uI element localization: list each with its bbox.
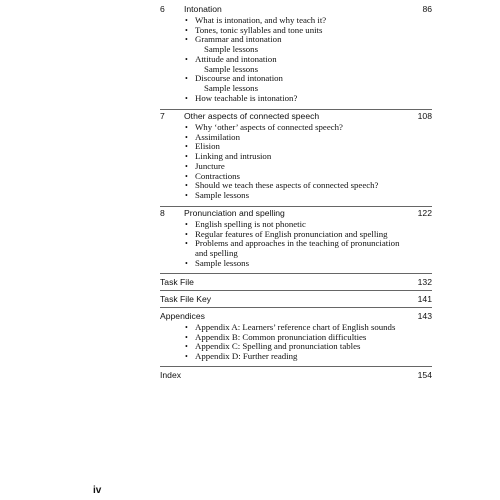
page-folio: iv: [93, 485, 102, 496]
chapter-page-number: 86: [422, 4, 432, 14]
section-subitem: Sample lessons: [204, 63, 259, 74]
section-item-continuation: and spelling: [195, 248, 238, 259]
section-item: • Sample lessons: [160, 259, 432, 269]
entry-page-number: 132: [417, 277, 432, 287]
chapter-title: Other aspects of connected speech: [184, 111, 320, 121]
entry-heading: [160, 309, 432, 323]
section-item: • English spelling is not phonetic: [160, 220, 432, 230]
section-item: • Grammar and intonation: [160, 35, 432, 45]
section-item: • How teachable is intonation?: [160, 94, 432, 104]
chapter-title: Intonation: [184, 4, 222, 14]
entry-page-number: 143: [417, 311, 432, 321]
section-subitem: Sample lessons: [204, 82, 259, 93]
section-item: • Discourse and intonation: [160, 74, 432, 84]
section-divider: [160, 366, 432, 367]
chapter-page-number: 122: [417, 208, 432, 218]
entry-title: Appendices: [160, 311, 205, 321]
entry-page-number: 154: [417, 370, 432, 380]
section-item: • Attitude and intonation: [160, 55, 432, 65]
task-file-entry: [160, 275, 432, 289]
chapter-title: Pronunciation and spelling: [184, 208, 285, 218]
chapter-section-list: [160, 123, 432, 201]
chapter-7: [160, 109, 432, 201]
section-item: • Contractions: [160, 172, 432, 182]
appendix-item: • Appendix D: Further reading: [160, 352, 432, 362]
appendix-item: • Appendix C: Spelling and pronunciation tables: [160, 342, 432, 352]
section-item: • Sample lessons: [160, 191, 432, 201]
section-item: • Problems and approaches in the teaching of pronunciation: [160, 239, 432, 249]
chapter-8: [160, 206, 432, 269]
section-item: • Should we teach these aspects of connected speech?: [160, 181, 432, 191]
section-divider: [160, 307, 432, 308]
chapter-section-list: [160, 16, 432, 103]
chapter-heading: [160, 109, 432, 123]
section-divider: [160, 290, 432, 291]
section-subitem: Sample lessons: [204, 44, 259, 55]
entry-title: Index: [160, 370, 182, 380]
chapter-page-number: 108: [417, 111, 432, 121]
chapter-6: [160, 2, 432, 103]
chapter-heading: [160, 2, 432, 16]
appendices-entry: [160, 309, 432, 362]
chapter-number: 7: [160, 111, 165, 121]
section-item: • What is intonation, and why teach it?: [160, 16, 432, 26]
entry-title: Task File Key: [160, 294, 212, 304]
section-item: • Why ‘other’ aspects of connected speech?: [160, 123, 432, 133]
appendix-item: • Appendix B: Common pronunciation difficulties: [160, 333, 432, 343]
section-item: • Regular features of English pronunciation and spelling: [160, 230, 432, 240]
chapter-number: 8: [160, 208, 165, 218]
section-item: • Linking and intrusion: [160, 152, 432, 162]
task-file-key-entry: [160, 292, 432, 306]
chapter-heading: [160, 206, 432, 220]
appendix-item: • Appendix A: Learners’ reference chart of English sounds: [160, 323, 432, 333]
entry-page-number: 141: [417, 294, 432, 304]
section-item: • Assimilation: [160, 133, 432, 143]
appendix-list: [160, 323, 432, 362]
section-item: • Tones, tonic syllables and tone units: [160, 26, 432, 36]
entry-title: Task File: [160, 277, 194, 287]
chapter-section-list: [160, 220, 432, 269]
section-item: • Juncture: [160, 162, 432, 172]
section-divider: [160, 273, 432, 274]
index-entry: [160, 368, 432, 382]
chapter-number: 6: [160, 4, 165, 14]
section-item: • Elision: [160, 142, 432, 152]
